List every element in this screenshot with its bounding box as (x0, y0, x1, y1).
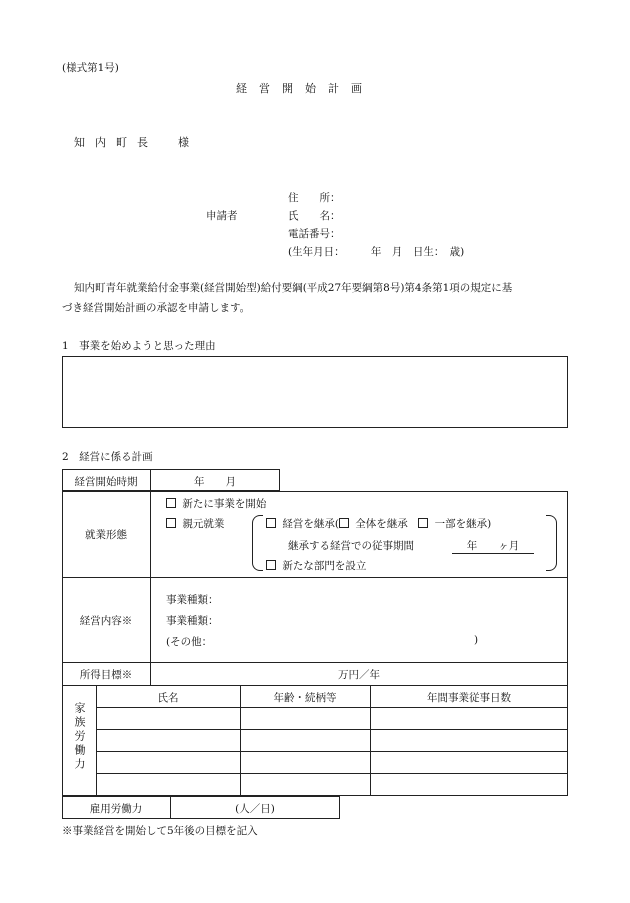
addressee: 知内町長 (74, 136, 158, 149)
option-new-business[interactable] (166, 496, 266, 511)
checkbox-icon[interactable] (418, 518, 428, 528)
option-inherit-label: 経営を継承( (282, 518, 339, 530)
business-other[interactable]: (その他： (166, 636, 213, 648)
checkbox-icon[interactable] (266, 518, 276, 528)
section2-heading: 2 経営に係る計画 (62, 451, 153, 463)
family-header-days: 年間事業従事日数 (427, 692, 511, 704)
intro-line-1: 知内町青年就業給付金事業(経営開始型)給付要綱(平成27年要綱第8号)第4条第1項の規定に基 (74, 282, 513, 294)
checkbox-icon[interactable] (166, 518, 176, 528)
inherit-period-value[interactable]: 年 ヶ月 (452, 538, 534, 554)
income-target-label: 所得目標※ (79, 669, 133, 681)
addressee-suffix: 様 (178, 136, 189, 149)
start-time-label: 経営開始時期 (74, 476, 138, 488)
checkbox-icon[interactable] (266, 560, 276, 570)
family-header-age: 年齢・続柄等 (273, 692, 337, 704)
option-new-division[interactable] (266, 558, 366, 573)
reason-textbox[interactable] (62, 356, 568, 428)
page-title: 経営開始計画 (236, 82, 374, 95)
option-parent-farm-label: 親元就業 (182, 518, 225, 530)
business-type-2[interactable]: 事業種類： (166, 615, 219, 627)
checkbox-icon[interactable] (339, 518, 349, 528)
option-inherit-all-label: 全体を継承 (355, 518, 408, 530)
family-header-name: 氏名 (157, 692, 179, 704)
birthdate-label: (生年月日： 年 月 日生： 歳) (288, 246, 465, 258)
option-parent-farm[interactable] (166, 516, 224, 531)
section1-heading: 1 事業を始めようと思った理由 (62, 340, 216, 352)
address-label: 住 所： (288, 192, 341, 204)
employed-labor-value[interactable]: (人／日) (235, 803, 275, 815)
option-new-business-label: 新たに事業を開始 (182, 498, 267, 510)
business-content-label: 経営内容※ (79, 615, 133, 627)
intro-line-2: づき経営開始計画の承認を申請します。 (62, 302, 251, 314)
business-other-close: ) (474, 634, 479, 646)
start-time-value[interactable]: 年 月 (194, 476, 236, 488)
employed-labor-label: 雇用労働力 (89, 803, 143, 815)
name-label: 氏 名： (288, 210, 341, 222)
family-labor-label: 家族労働力 (73, 702, 86, 772)
footnote: ※事業経営を開始して5年後の目標を記入 (62, 825, 258, 837)
right-bracket (546, 515, 557, 571)
inherit-period-label: 継承する経営での従事期間 (288, 540, 414, 552)
left-bracket (252, 515, 263, 571)
business-type-1[interactable]: 事業種類： (166, 594, 219, 606)
form-number: (様式第1号) (62, 62, 119, 74)
option-inherit[interactable] (266, 516, 491, 531)
employment-type-label: 就業形態 (85, 529, 127, 541)
option-inherit-part-label: 一部を継承) (434, 518, 492, 530)
applicant-label: 申請者 (206, 210, 238, 222)
phone-label: 電話番号： (288, 228, 341, 240)
option-new-division-label: 新たな部門を設立 (282, 560, 367, 572)
income-target-value[interactable]: 万円／年 (338, 669, 380, 681)
checkbox-icon[interactable] (166, 498, 176, 508)
